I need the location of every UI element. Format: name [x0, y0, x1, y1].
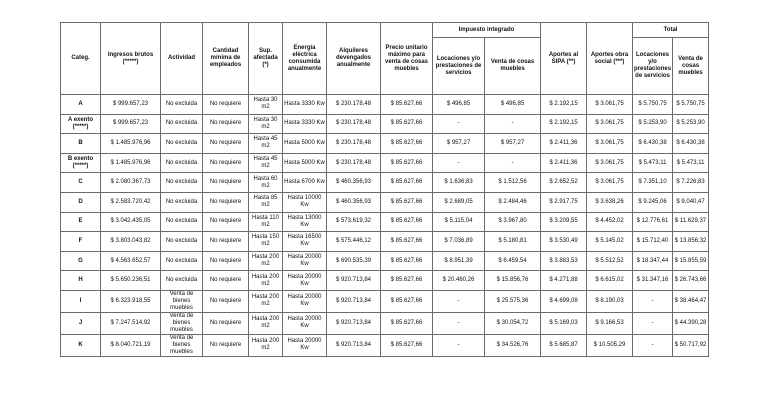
cell-alquileres: $ 230.178,48: [327, 153, 381, 173]
header-actividad: Actividad: [161, 23, 203, 95]
cell-total-venta: $ 5.750,75: [673, 95, 709, 115]
header-superficie: Sup. afectada (*): [249, 23, 283, 95]
cell-sipa: $ 2.652,52: [541, 173, 587, 193]
monotributo-table-container: [60, 22, 708, 357]
cell-actividad: No excluida: [161, 153, 203, 173]
cell-categ: J: [61, 312, 101, 334]
cell-categ: D: [61, 192, 101, 212]
cell-total-venta: $ 15.855,59: [673, 251, 709, 271]
cell-ingresos: $ 6.323.918,55: [101, 290, 161, 312]
cell-empleados: No requiere: [203, 95, 249, 115]
cell-superficie: Hasta 200 m2: [249, 271, 283, 291]
cell-alquileres: $ 920.713,84: [327, 290, 381, 312]
cell-actividad: No excluida: [161, 232, 203, 252]
cell-obra-social: $ 4.452,02: [587, 212, 633, 232]
cell-energia: Hasta 6700 Kw: [283, 173, 327, 193]
cell-impuesto-locaciones: -: [433, 290, 485, 312]
header-impuesto-group: Impuesto integrado: [433, 23, 541, 38]
cell-total-venta: $ 13.856,32: [673, 232, 709, 252]
cell-energia: Hasta 20000 Kw: [283, 251, 327, 271]
cell-actividad: No excluida: [161, 251, 203, 271]
cell-impuesto-venta: $ 957,27: [485, 134, 541, 154]
cell-ingresos: $ 8.040.721,19: [101, 334, 161, 356]
cell-ingresos: $ 2.080.367,73: [101, 173, 161, 193]
table-row: [61, 232, 709, 252]
cell-energia: Hasta 20000 Kw: [283, 312, 327, 334]
cell-superficie: Hasta 60 m2: [249, 173, 283, 193]
cell-superficie: Hasta 200 m2: [249, 290, 283, 312]
cell-categ: G: [61, 251, 101, 271]
cell-actividad: No excluida: [161, 212, 203, 232]
header-total-venta: Venta de cosas muebles: [673, 38, 709, 95]
cell-total-venta: $ 5.473,11: [673, 153, 709, 173]
table-row: [61, 334, 709, 356]
table-row: [61, 95, 709, 115]
cell-sipa: $ 3.209,55: [541, 212, 587, 232]
cell-total-venta: $ 9.040,47: [673, 192, 709, 212]
cell-total-locaciones: -: [633, 334, 673, 356]
cell-total-locaciones: $ 9.245,06: [633, 192, 673, 212]
cell-sipa: $ 2.192,15: [541, 95, 587, 115]
cell-precio: $ 85.627,66: [381, 251, 433, 271]
cell-sipa: $ 4.271,88: [541, 271, 587, 291]
cell-impuesto-venta: $ 34.526,76: [485, 334, 541, 356]
header-precio: Precio unitario máximo para venta de cosas muebles: [381, 23, 433, 95]
cell-empleados: No requiere: [203, 134, 249, 154]
cell-impuesto-locaciones: -: [433, 114, 485, 134]
cell-obra-social: $ 3.061,75: [587, 153, 633, 173]
cell-sipa: $ 5.169,03: [541, 312, 587, 334]
cell-empleados: No requiere: [203, 192, 249, 212]
cell-energia: Hasta 5000 Kw: [283, 134, 327, 154]
table-row: [61, 271, 709, 291]
cell-alquileres: $ 460.356,93: [327, 192, 381, 212]
cell-categ: C: [61, 173, 101, 193]
cell-obra-social: $ 8.190,03: [587, 290, 633, 312]
cell-impuesto-locaciones: -: [433, 153, 485, 173]
cell-energia: Hasta 3330 Kw: [283, 95, 327, 115]
cell-total-locaciones: $ 15.712,40: [633, 232, 673, 252]
header-empleados: Cantidad mínima de empleados: [203, 23, 249, 95]
cell-superficie: Hasta 150 m2: [249, 232, 283, 252]
table-row: [61, 173, 709, 193]
cell-ingresos: $ 1.485.976,96: [101, 153, 161, 173]
cell-categ: B: [61, 134, 101, 154]
cell-precio: $ 85.627,66: [381, 212, 433, 232]
cell-actividad: Venta de bienes muebles: [161, 290, 203, 312]
cell-superficie: Hasta 85 m2: [249, 192, 283, 212]
cell-total-locaciones: $ 6.430,38: [633, 134, 673, 154]
cell-precio: $ 85.627,66: [381, 334, 433, 356]
cell-empleados: No requiere: [203, 153, 249, 173]
cell-energia: Hasta 13000 Kw: [283, 212, 327, 232]
table-row: [61, 312, 709, 334]
cell-actividad: Venta de bienes muebles: [161, 334, 203, 356]
cell-impuesto-venta: $ 496,85: [485, 95, 541, 115]
header-impuesto-venta: Venta de cosas muebles: [485, 38, 541, 95]
table-row: [61, 212, 709, 232]
cell-empleados: No requiere: [203, 251, 249, 271]
cell-obra-social: $ 3.061,75: [587, 114, 633, 134]
table-row: [61, 114, 709, 134]
cell-impuesto-locaciones: $ 1.636,83: [433, 173, 485, 193]
cell-total-locaciones: -: [633, 290, 673, 312]
cell-empleados: No requiere: [203, 334, 249, 356]
cell-ingresos: $ 7.247.514,92: [101, 312, 161, 334]
cell-obra-social: $ 3.638,26: [587, 192, 633, 212]
cell-ingresos: $ 5.650.236,51: [101, 271, 161, 291]
cell-precio: $ 85.627,66: [381, 153, 433, 173]
cell-ingresos: $ 2.583.720,42: [101, 192, 161, 212]
cell-empleados: No requiere: [203, 290, 249, 312]
cell-empleados: No requiere: [203, 212, 249, 232]
cell-alquileres: $ 230.178,48: [327, 95, 381, 115]
cell-total-venta: $ 5.253,90: [673, 114, 709, 134]
table-row: [61, 290, 709, 312]
table-row: [61, 153, 709, 173]
cell-impuesto-venta: $ 1.512,56: [485, 173, 541, 193]
cell-impuesto-venta: $ 25.575,36: [485, 290, 541, 312]
cell-total-venta: $ 26.743,66: [673, 271, 709, 291]
cell-actividad: No excluida: [161, 95, 203, 115]
cell-empleados: No requiere: [203, 114, 249, 134]
cell-categ: A exento (*****): [61, 114, 101, 134]
cell-obra-social: $ 10.505,29: [587, 334, 633, 356]
cell-total-locaciones: $ 31.347,16: [633, 271, 673, 291]
header-categ: Categ.: [61, 23, 101, 95]
header-ingresos: Ingresos brutos (*****): [101, 23, 161, 95]
cell-energia: Hasta 5000 Kw: [283, 153, 327, 173]
cell-categ: B exento (*****): [61, 153, 101, 173]
cell-total-locaciones: $ 18.347,44: [633, 251, 673, 271]
cell-energia: Hasta 20000 Kw: [283, 334, 327, 356]
cell-energia: Hasta 16500 Kw: [283, 232, 327, 252]
cell-impuesto-venta: $ 5.180,81: [485, 232, 541, 252]
header-obra-social: Aportes obra social (***): [587, 23, 633, 95]
header-total-group: Total: [633, 23, 709, 38]
cell-alquileres: $ 575.446,12: [327, 232, 381, 252]
cell-total-venta: $ 44.390,28: [673, 312, 709, 334]
cell-categ: E: [61, 212, 101, 232]
cell-impuesto-locaciones: -: [433, 312, 485, 334]
cell-total-locaciones: $ 7.351,10: [633, 173, 673, 193]
cell-precio: $ 85.627,66: [381, 114, 433, 134]
cell-total-locaciones: $ 5.473,11: [633, 153, 673, 173]
cell-impuesto-venta: $ 15.856,76: [485, 271, 541, 291]
cell-actividad: No excluida: [161, 173, 203, 193]
cell-energia: Hasta 20000 Kw: [283, 271, 327, 291]
cell-sipa: $ 2.192,15: [541, 114, 587, 134]
cell-alquileres: $ 230.178,48: [327, 134, 381, 154]
cell-superficie: Hasta 110 m2: [249, 212, 283, 232]
cell-precio: $ 85.627,66: [381, 192, 433, 212]
cell-impuesto-locaciones: $ 7.036,89: [433, 232, 485, 252]
cell-sipa: $ 3.530,49: [541, 232, 587, 252]
cell-alquileres: $ 690.535,39: [327, 251, 381, 271]
cell-sipa: $ 3.883,53: [541, 251, 587, 271]
cell-alquileres: $ 460.356,93: [327, 173, 381, 193]
header-energia: Energía eléctrica consumida anualmente: [283, 23, 327, 95]
cell-impuesto-venta: -: [485, 114, 541, 134]
cell-obra-social: $ 5.512,52: [587, 251, 633, 271]
cell-ingresos: $ 1.485.976,96: [101, 134, 161, 154]
cell-energia: Hasta 3330 Kw: [283, 114, 327, 134]
cell-obra-social: $ 3.061,75: [587, 134, 633, 154]
cell-categ: K: [61, 334, 101, 356]
header-sipa: Aportes al SIPA (**): [541, 23, 587, 95]
monotributo-categories-table: [60, 22, 709, 357]
table-body: [61, 95, 709, 357]
cell-impuesto-locaciones: $ 2.689,05: [433, 192, 485, 212]
table-header: [61, 23, 709, 95]
cell-obra-social: $ 9.166,53: [587, 312, 633, 334]
cell-energia: Hasta 20000 Kw: [283, 290, 327, 312]
cell-alquileres: $ 230.178,48: [327, 114, 381, 134]
cell-empleados: No requiere: [203, 173, 249, 193]
cell-precio: $ 85.627,66: [381, 290, 433, 312]
cell-superficie: Hasta 45 m2: [249, 134, 283, 154]
cell-categ: F: [61, 232, 101, 252]
cell-categ: A: [61, 95, 101, 115]
cell-total-venta: $ 11.629,37: [673, 212, 709, 232]
cell-alquileres: $ 920.713,84: [327, 271, 381, 291]
header-impuesto-locaciones: Locaciones y/o prestaciones de servicios: [433, 38, 485, 95]
cell-superficie: Hasta 30 m2: [249, 114, 283, 134]
cell-ingresos: $ 999.657,23: [101, 114, 161, 134]
cell-total-venta: $ 38.464,47: [673, 290, 709, 312]
cell-precio: $ 85.627,66: [381, 173, 433, 193]
cell-ingresos: $ 4.563.652,57: [101, 251, 161, 271]
cell-impuesto-locaciones: $ 957,27: [433, 134, 485, 154]
cell-impuesto-venta: $ 6.459,54: [485, 251, 541, 271]
cell-precio: $ 85.627,66: [381, 134, 433, 154]
cell-superficie: Hasta 45 m2: [249, 153, 283, 173]
cell-categ: I: [61, 290, 101, 312]
cell-obra-social: $ 6.615,02: [587, 271, 633, 291]
cell-impuesto-locaciones: $ 20.460,26: [433, 271, 485, 291]
cell-alquileres: $ 573.619,32: [327, 212, 381, 232]
cell-ingresos: $ 3.042.435,05: [101, 212, 161, 232]
cell-sipa: $ 5.685,87: [541, 334, 587, 356]
cell-impuesto-locaciones: $ 8.951,39: [433, 251, 485, 271]
cell-actividad: No excluida: [161, 134, 203, 154]
cell-categ: H: [61, 271, 101, 291]
cell-superficie: Hasta 200 m2: [249, 251, 283, 271]
cell-actividad: No excluida: [161, 114, 203, 134]
cell-alquileres: $ 920.713,84: [327, 334, 381, 356]
cell-total-locaciones: $ 12.776,61: [633, 212, 673, 232]
cell-precio: $ 85.627,66: [381, 232, 433, 252]
table-row: [61, 251, 709, 271]
cell-empleados: No requiere: [203, 232, 249, 252]
cell-sipa: $ 2.917,75: [541, 192, 587, 212]
cell-total-locaciones: -: [633, 312, 673, 334]
table-row: [61, 192, 709, 212]
cell-impuesto-venta: $ 2.484,46: [485, 192, 541, 212]
cell-sipa: $ 2.411,36: [541, 153, 587, 173]
cell-total-venta: $ 7.226,83: [673, 173, 709, 193]
cell-actividad: No excluida: [161, 271, 203, 291]
cell-impuesto-venta: -: [485, 153, 541, 173]
cell-obra-social: $ 3.061,75: [587, 173, 633, 193]
header-alquileres: Alquileres devengados anualmente: [327, 23, 381, 95]
cell-ingresos: $ 999.657,23: [101, 95, 161, 115]
cell-superficie: Hasta 200 m2: [249, 312, 283, 334]
cell-actividad: No excluida: [161, 192, 203, 212]
cell-impuesto-venta: $ 30.054,72: [485, 312, 541, 334]
cell-precio: $ 85.627,66: [381, 271, 433, 291]
cell-empleados: No requiere: [203, 271, 249, 291]
cell-total-locaciones: $ 5.750,75: [633, 95, 673, 115]
cell-ingresos: $ 3.803.043,82: [101, 232, 161, 252]
cell-superficie: Hasta 200 m2: [249, 334, 283, 356]
cell-sipa: $ 2.411,36: [541, 134, 587, 154]
cell-superficie: Hasta 30 m2: [249, 95, 283, 115]
header-total-locaciones: Locaciones y/o prestaciones de servicios: [633, 38, 673, 95]
cell-impuesto-locaciones: $ 496,85: [433, 95, 485, 115]
cell-total-venta: $ 50.717,92: [673, 334, 709, 356]
cell-impuesto-venta: $ 3.967,80: [485, 212, 541, 232]
cell-energia: Hasta 10000 Kw: [283, 192, 327, 212]
cell-impuesto-locaciones: $ 5.115,04: [433, 212, 485, 232]
cell-sipa: $ 4.699,08: [541, 290, 587, 312]
cell-total-locaciones: $ 5.253,90: [633, 114, 673, 134]
table-row: [61, 134, 709, 154]
cell-impuesto-locaciones: -: [433, 334, 485, 356]
cell-actividad: Venta de bienes muebles: [161, 312, 203, 334]
cell-precio: $ 85.627,66: [381, 95, 433, 115]
cell-empleados: No requiere: [203, 312, 249, 334]
cell-obra-social: $ 3.061,75: [587, 95, 633, 115]
cell-alquileres: $ 920.713,84: [327, 312, 381, 334]
cell-obra-social: $ 5.145,02: [587, 232, 633, 252]
cell-total-venta: $ 6.430,38: [673, 134, 709, 154]
cell-precio: $ 85.627,66: [381, 312, 433, 334]
